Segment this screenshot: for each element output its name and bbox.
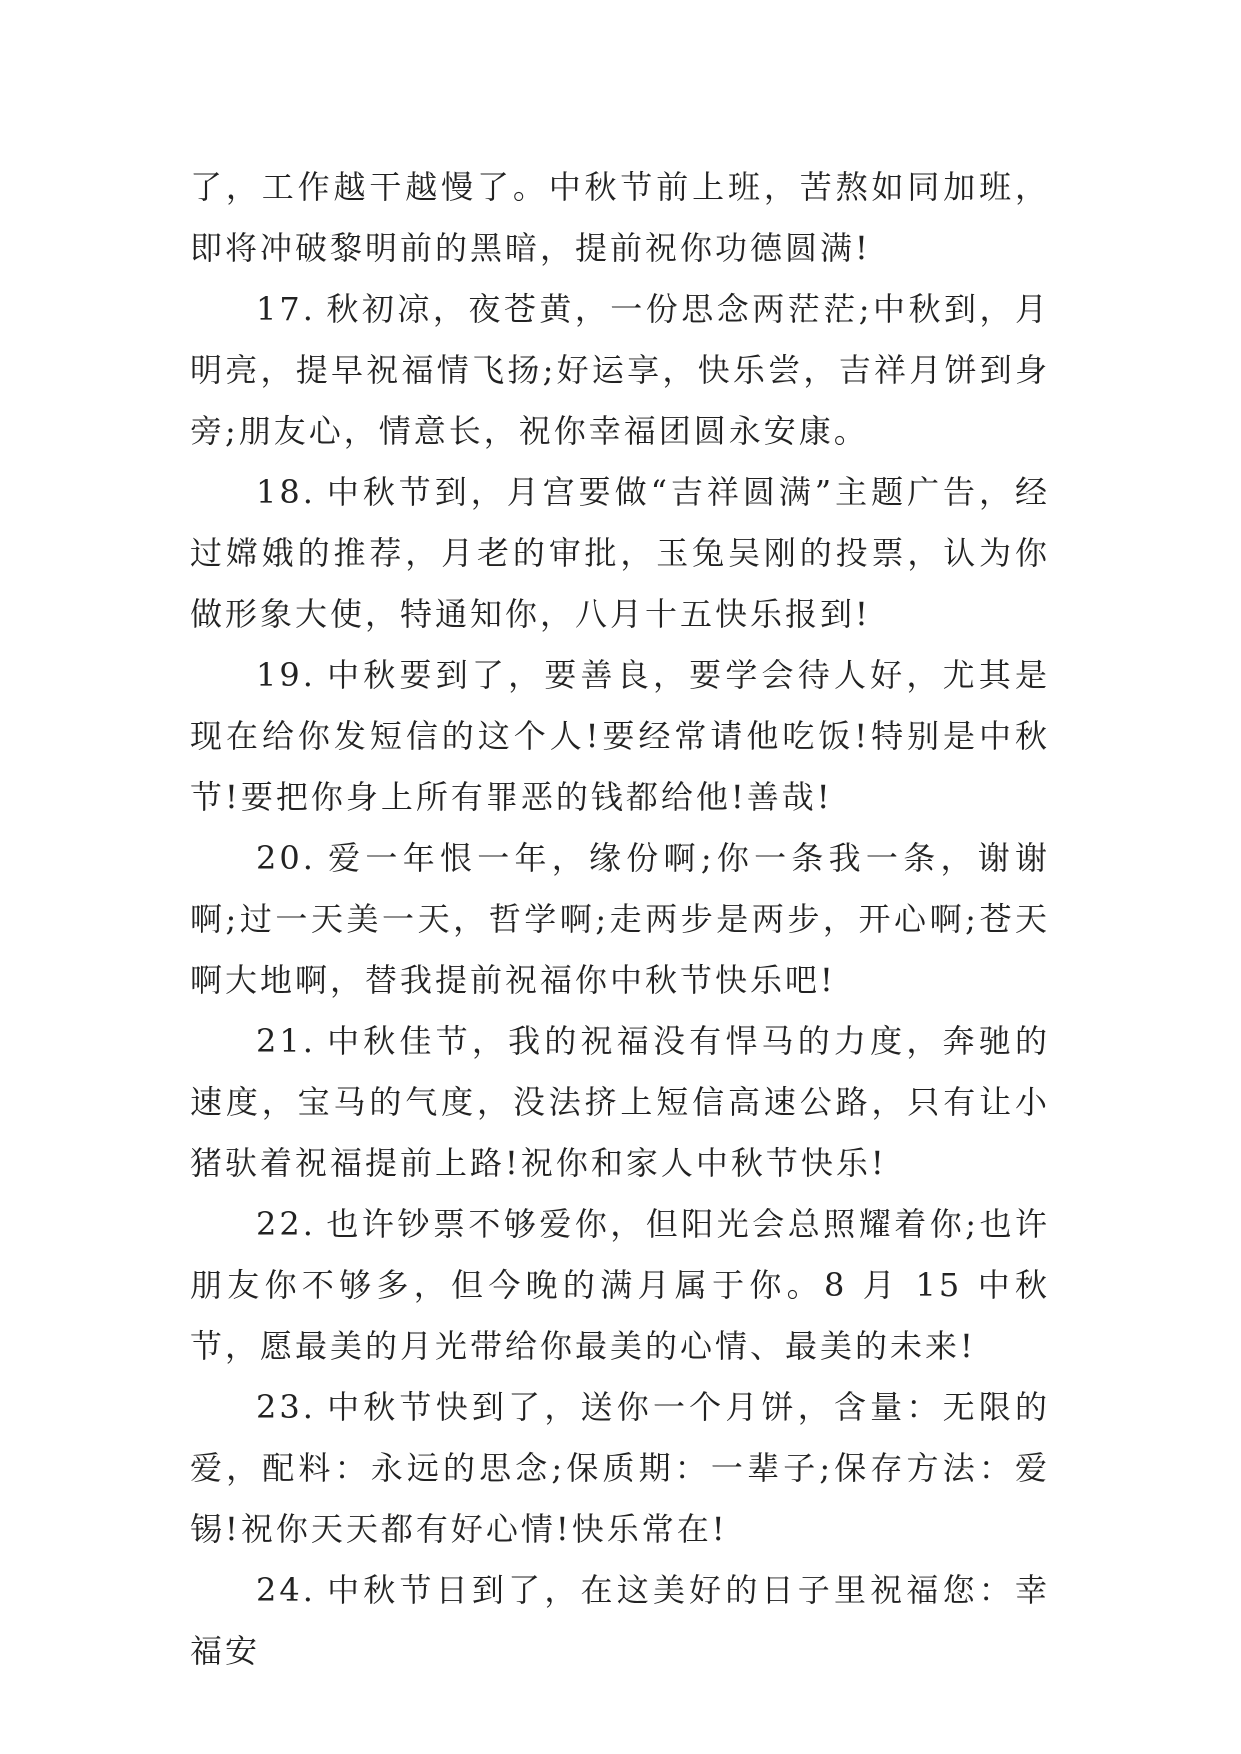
paragraph-continuation: 了，工作越干越慢了。中秋节前上班，苦熬如同加班，即将冲破黎明前的黑暗，提前祝你功德圆满! (190, 168, 1050, 267)
item-number: 21. (256, 1022, 316, 1060)
item-number: 20. (256, 839, 316, 877)
item-text: 爱一年恨一年，缘份啊;你一条我一条，谢谢啊;过一天美一天，哲学啊;走两步是两步，开心啊;苍天啊大地啊，替我提前祝福你中秋节快乐吧! (190, 839, 1050, 999)
item-text: 中秋佳节，我的祝福没有悍马的力度，奔驰的速度，宝马的气度，没法挤上短信高速公路，只有让小猪驮着祝福提前上路!祝你和家人中秋节快乐! (190, 1022, 1050, 1182)
item-text: 中秋节日到了，在这美好的日子里祝福您：幸福安 (190, 1571, 1050, 1670)
list-item-22 (190, 1194, 1050, 1377)
item-number: 24. (256, 1571, 316, 1609)
item-number: 17. (256, 290, 316, 328)
list-item-21 (190, 1011, 1050, 1194)
document-body (190, 157, 1050, 1682)
list-item-18 (190, 462, 1050, 645)
item-number: 22. (256, 1205, 316, 1243)
list-item-17 (190, 279, 1050, 462)
item-number: 18. (256, 473, 316, 511)
item-number: 19. (256, 656, 316, 694)
list-item-24 (190, 1560, 1050, 1682)
item-number: 23. (256, 1388, 316, 1426)
list-item-19 (190, 645, 1050, 828)
item-text: 中秋要到了，要善良，要学会待人好，尤其是现在给你发短信的这个人!要经常请他吃饭!特别是中秋节!要把你身上所有罪恶的钱都给他!善哉! (190, 656, 1050, 816)
item-text: 秋初凉，夜苍黄，一份思念两茫茫;中秋到，月明亮，提早祝福情飞扬;好运享，快乐尝，吉祥月饼到身旁;朋友心，情意长，祝你幸福团圆永安康。 (190, 290, 1050, 450)
list-item-20 (190, 828, 1050, 1011)
item-text: 中秋节快到了，送你一个月饼，含量：无限的爱，配料：永远的思念;保质期：一辈子;保存方法：爱锡!祝你天天都有好心情!快乐常在! (190, 1388, 1050, 1548)
item-text: 也许钞票不够爱你，但阳光会总照耀着你;也许朋友你不够多，但今晚的满月属于你。8 月 15 中秋节，愿最美的月光带给你最美的心情、最美的未来! (190, 1205, 1050, 1365)
item-text: 中秋节到，月宫要做“吉祥圆满”主题广告，经过嫦娥的推荐，月老的审批，玉兔吴刚的投票，认为你做形象大使，特通知你，八月十五快乐报到! (190, 473, 1050, 633)
list-item-23 (190, 1377, 1050, 1560)
